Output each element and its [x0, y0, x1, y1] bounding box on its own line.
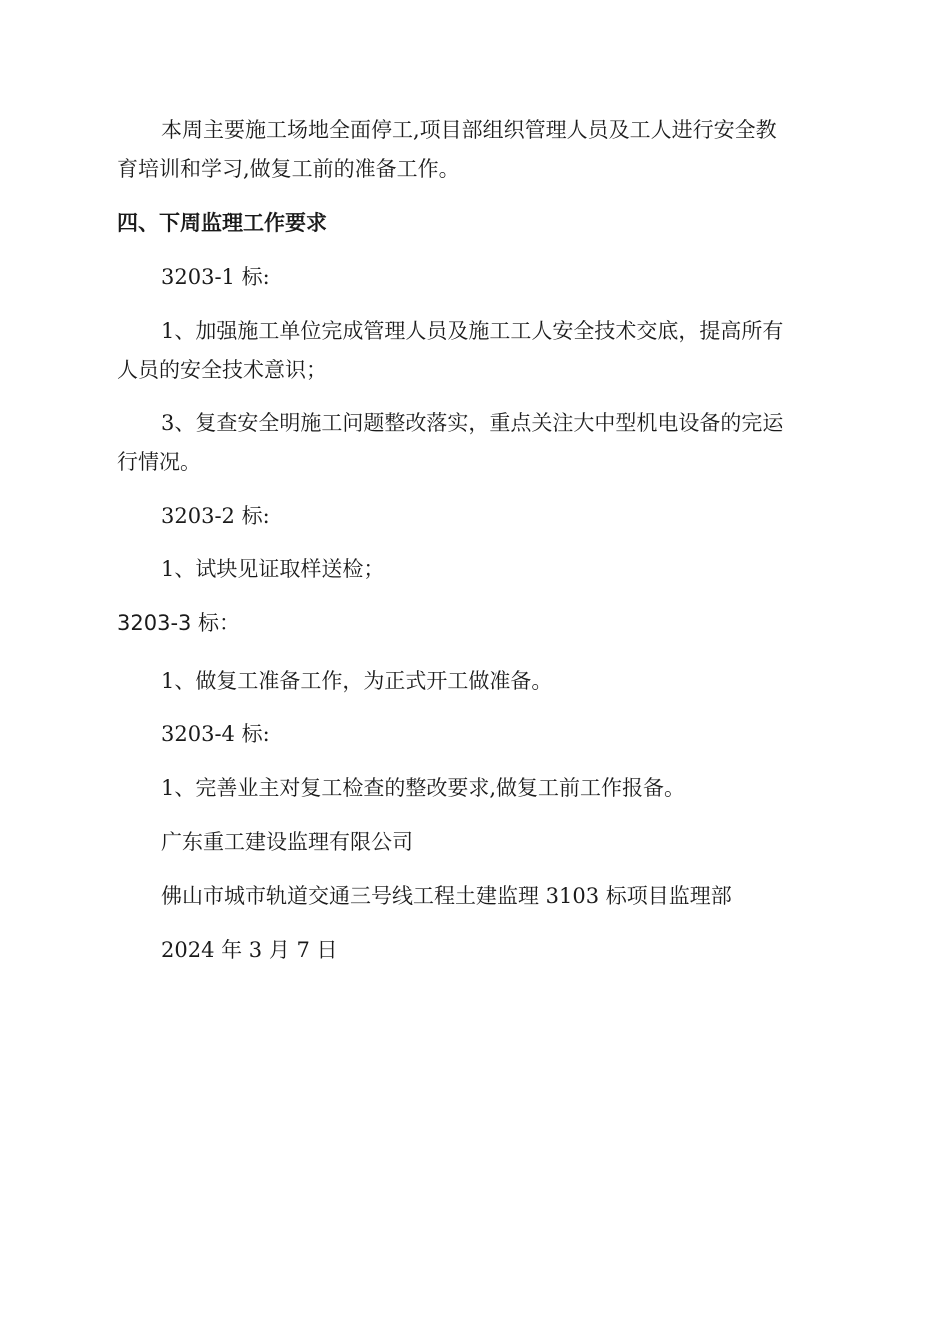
bid4-label: 3203-4 标:	[161, 722, 270, 746]
signature-department: 佛山市城市轨道交通三号线工程土建监理 3103 标项目监理部	[161, 884, 732, 908]
intro-paragraph-line-1: 本周主要施工场地全面停工,项目部组织管理人员及工人进行安全教	[161, 118, 777, 142]
section-heading: 四、下周监理工作要求	[117, 211, 327, 235]
bid2-item1: 1、试块见证取样送检；	[161, 557, 385, 581]
intro-paragraph-line-2: 育培训和学习,做复工前的准备工作。	[117, 157, 460, 181]
bid3-item1: 1、做复工准备工作，为正式开工做准备。	[161, 669, 553, 693]
bid1-item1-line-1: 1、加强施工单位完成管理人员及施工工人安全技术交底，提高所有	[161, 319, 784, 343]
bid1-label: 3203-1 标:	[161, 265, 270, 289]
bid4-item1: 1、完善业主对复工检查的整改要求,做复工前工作报备。	[161, 776, 686, 800]
signature-date: 2024 年 3 月 7 日	[161, 938, 338, 962]
bid1-item3-line-1: 3、复查安全明施工问题整改落实，重点关注大中型机电设备的完运	[161, 411, 784, 435]
signature-company: 广东重工建设监理有限公司	[161, 830, 413, 854]
bid1-item1-line-2: 人员的安全技术意识；	[117, 358, 327, 382]
bid3-label: 3203-3 标：	[117, 611, 241, 635]
bid1-item3-line-2: 行情况。	[117, 450, 201, 474]
bid2-label: 3203-2 标:	[161, 504, 270, 528]
